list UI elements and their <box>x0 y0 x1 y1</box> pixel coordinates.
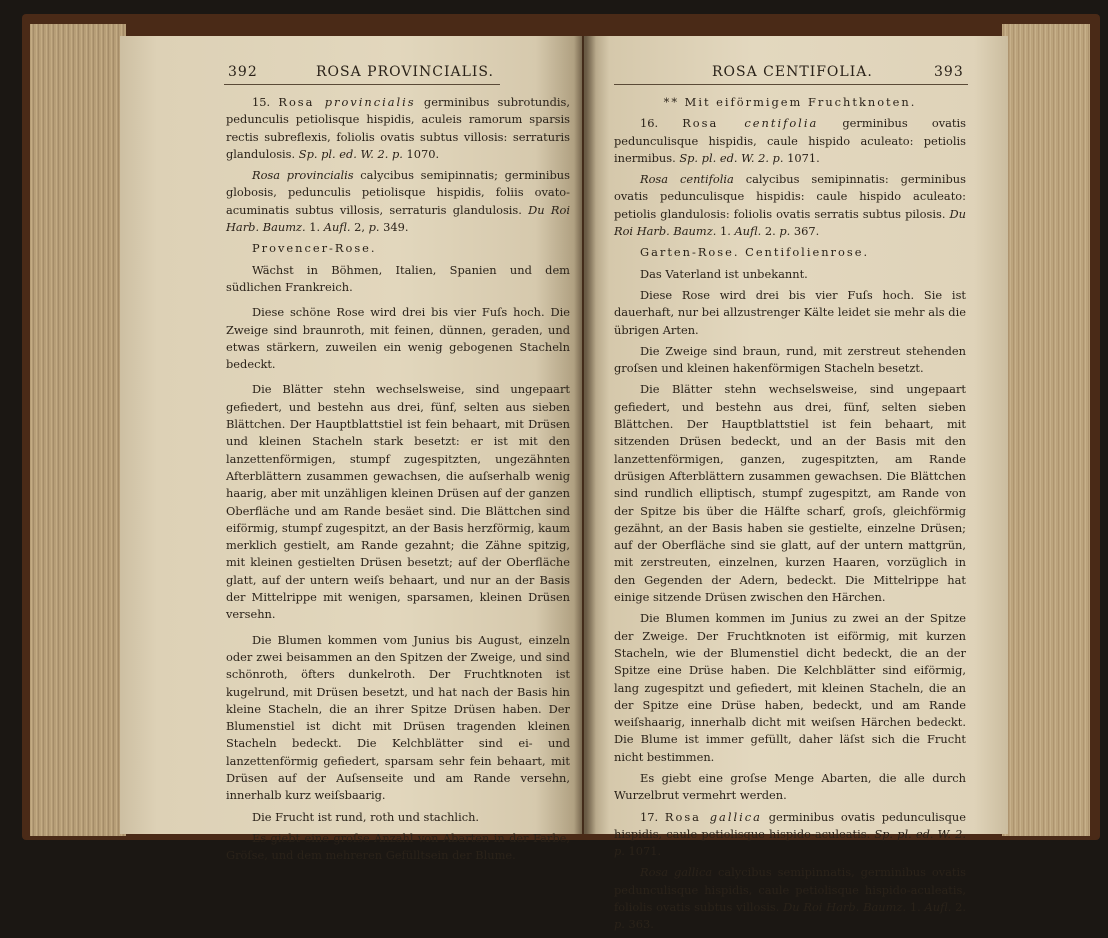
italic-run: Aufl. <box>924 900 952 915</box>
paragraph <box>226 304 570 373</box>
text-run: 1071. <box>624 844 662 859</box>
text-run: Rosa <box>664 809 710 824</box>
italic-run: Aufl. <box>323 220 351 235</box>
paragraph <box>614 343 966 378</box>
right-head-rule <box>614 84 968 85</box>
left-page-edges <box>30 24 126 836</box>
text-run: Die Frucht ist rund, roth und stachlich. <box>252 809 480 824</box>
text-run: Rosa <box>682 116 745 131</box>
right-page-number: 393 <box>934 64 964 80</box>
text-run: 16. <box>640 116 683 131</box>
paragraph <box>614 770 966 805</box>
paragraph <box>614 864 966 933</box>
left-page-number: 392 <box>228 64 258 80</box>
text-run: Die Blätter stehn wechselsweise, sind ungepaart gefiedert, und bestehn aus drei, fünf, selten aus sieben Blättchen. Der Hauptblattstiel ist fein behaart, mit Drüsen und kleinen Stacheln stark besetzt: er ist mit den lanzettenförmigen, stumpf zugespitzten, ungezähnten Afterblättern zusammen gewachsen, die auſserhalb wenig haarig, aber mit unzähligen kleinen Drüsen auf der ganzen Oberfläche und am Rande besäet sind. Die Blättchen sind eiförmig, stumpf zugespitzt, an der Basis herzförmig, kaum merklich gestielt, am Rande gezahnt; die Zähne spitzig, mit kleinen gestielten Drüsen besetzt; auf der Oberfläche glatt, auf der untern weiſs behaart, und nur an der Basis der Mittelrippe mit wenigen, sparsamen, kleinen Drüsen versehn. <box>226 382 570 622</box>
paragraph <box>614 610 966 766</box>
text-run: 1070. <box>402 146 440 161</box>
paragraph <box>226 632 570 805</box>
paragraph <box>614 287 966 339</box>
paragraph <box>226 830 570 865</box>
text-run: 2. <box>951 900 966 915</box>
text-run: Garten-Rose. Centifolienrose. <box>640 245 870 260</box>
text-run: Das Vaterland ist unbekannt. <box>640 266 808 281</box>
text-run: Diese Rose wird drei bis vier Fuſs hoch. Sie ist dauerhaft, nur bei allzustrenger Kälte leidet sie mehr als die übrigen Arten. <box>614 287 966 337</box>
text-run: 1. <box>716 224 735 239</box>
book-gutter <box>574 36 596 834</box>
text-run: Die Blumen kommen im Junius zu zwei an der Spitze der Zweige. Der Fruchtknoten ist eiförmig, mit kurzen Stacheln, wie der Blumenstiel dicht bedeckt, die an der Spitze eine Drüse haben. Die Kelchblätter sind eiförmig, lang zugespitzt und gefiedert, mit kleinen Stacheln, die an der Spitze eine Drüse haben, bedeckt, und am Rande weiſshaarig, innerhalb dicht mit weiſsen Härchen bedeckt. Die Blume ist immer gefüllt, daher läſst sich die Frucht nicht bestimmen. <box>614 611 966 764</box>
left-running-head: ROSA PROVINCIALIS. <box>316 64 494 80</box>
italic-run: centifolia <box>744 116 819 131</box>
italic-run: Rosa centifolia <box>640 172 734 187</box>
text-run: Rosa <box>278 95 325 109</box>
paragraph <box>226 94 570 163</box>
section-heading <box>614 94 966 111</box>
text-run: 2, <box>350 220 369 235</box>
text-run: Die Zweige sind braun, rund, mit zerstreut stehenden groſsen und kleinen hakenförmigen Stacheln besetzt. <box>614 343 966 376</box>
paragraph <box>226 262 570 297</box>
text-run: germinibus subrotundis, pedunculis petiolisque hispidis, aculeis ramorum sparsis rectis subreflexis, foliolis ovatis subtus villosis: serraturis glandulosis. <box>226 95 570 161</box>
right-page <box>584 36 1008 932</box>
text-run: 1. <box>906 900 925 915</box>
italic-run: p. <box>779 224 791 239</box>
italic-run: gallica <box>709 809 762 824</box>
right-page-edges <box>1002 24 1090 836</box>
text-run: 1071. <box>783 150 820 165</box>
text-run: Die Blätter stehn wechselsweise, sind ungepaart gefiedert, und bestehn aus drei, fünf, selten sieben Blättchen. Der Hauptblattstiel ist fein behaart, mit sitzenden Drüsen bedeckt, und an der Basis mit den lanzettenförmigen, ganzen, zugespitzten, am Rande drüsigen Afterblättern zusammen gewachsen. Die Blättchen sind rundlich elliptisch, stumpf zugespitzt, am Rande von der Spitze bis über die Hälfte scharf, groſs, gleichförmig gezähnt, an der Basis haben sie gestielte, einzelne Drüsen; auf der Oberfläche sind sie glatt, auf der untern mattgrün, mit zerstreuten, einzelnen, kurzen Haaren, vorzüglich in den Gegenden der Adern, bedeckt. Die Mittelrippe hat einige sitzende Drüsen zwischen den Härchen. <box>614 382 966 605</box>
common-name <box>614 244 966 261</box>
text-run: 1. <box>305 220 324 235</box>
text-run: calycibus semipinnatis; germinibus globosis, pedunculis petiolisque hispidis, foliis ovato-acuminatis subtus villosis, serraturis glandulosis. <box>226 168 570 217</box>
text-run: 367. <box>790 224 820 239</box>
paragraph <box>614 809 966 861</box>
text-run: 2. <box>761 224 780 239</box>
italic-run: Aufl. <box>734 224 762 239</box>
italic-run: Sp. pl. ed. W. 2. p. <box>298 146 403 161</box>
left-page <box>120 36 582 863</box>
text-run: Es giebt eine groſse Anzahl von Abarten in der Farbe, Gröſse, und dem mehreren Gefülltsein der Blume. <box>226 830 570 863</box>
text-run: 363. <box>624 917 654 932</box>
italic-run: p. <box>368 220 380 235</box>
italic-run: p. <box>614 917 625 932</box>
text-run: calycibus semipinnatis: germinibus ovatis pedunculisque hispidis: caule hispido aculeato: petiolis glandulosis: foliolis ovatis serratis subtus pilosis. <box>614 172 966 221</box>
italic-run: Du Roi Harb. Baumz. <box>226 202 570 235</box>
right-running-head: ROSA CENTIFOLIA. <box>712 64 873 80</box>
text-run: Provencer-Rose. <box>252 241 377 256</box>
right-body-text <box>614 94 966 938</box>
text-run: ** Mit eiförmigem Fruchtknoten. <box>663 95 917 109</box>
text-run: Wächst in Böhmen, Italien, Spanien und dem südlichen Frankreich. <box>226 262 570 294</box>
italic-run: Sp. pl. ed. W. 2. p. <box>679 150 784 165</box>
paragraph <box>226 167 570 236</box>
paragraph <box>614 171 966 240</box>
text-run: germinibus ovatis pedunculisque hispidis, caule hispido aculeato: petiolis inermibus. <box>614 116 966 165</box>
italic-run: Rosa provincialis <box>252 168 354 183</box>
left-body-text <box>226 94 570 868</box>
paragraph <box>226 381 570 623</box>
text-run: 15. <box>252 95 279 109</box>
paragraph <box>614 115 966 167</box>
text-run: Die Blumen kommen vom Junius bis August, einzeln oder zwei beisammen an den Spitzen der Zweige, und sind schönroth, öfters dunkelroth. Der Fruchtknoten ist kugelrund, mit Drüsen besetzt, und hat nach der Basis hin kleine Stacheln, die an ihrer Spitze Drüsen haben. Der Blumenstiel ist dicht mit Drüsen tragenden kleinen Stacheln bedeckt. Die Kelchblätter sind ei- und lanzettenförmig gefiedert, sparsam sehr fein behaart, mit Drüsen auf der Auſsenseite und am Rande versehn, innerhalb kurz weiſsbaarig. <box>226 632 570 803</box>
left-head-rule <box>224 84 500 85</box>
paragraph <box>614 381 966 606</box>
paragraph <box>614 266 966 283</box>
common-name <box>226 240 570 257</box>
italic-run: Du Roi Harb. Baumz. <box>614 206 966 239</box>
italic-run: Du Roi Harb. Baumz. <box>783 900 907 915</box>
italic-run: provincialis <box>324 95 416 109</box>
text-run: Diese schöne Rose wird drei bis vier Fuſs hoch. Die Zweige sind braunroth, mit feinen, dünnen, geraden, und etwas stärkern, zuweilen ein wenig gebogenen Stacheln bedeckt. <box>226 305 570 372</box>
text-run: Es giebt eine groſse Menge Abarten, die alle durch Wurzelbrut vermehrt werden. <box>614 770 966 803</box>
paragraph <box>226 809 570 826</box>
italic-run: Sp. pl. ed. W. 2. p. <box>614 826 966 859</box>
text-run: germinibus ovatis pedunculisque hispidis, caule petiolisque hispido-aculeatis. <box>614 809 966 841</box>
text-run: 17. <box>640 809 665 824</box>
italic-run: Rosa gallica <box>640 865 713 880</box>
text-run: calycibus semipinnatis, germinibus ovatis pedunculisque hispidis, caule petiolisque hispido-aculeatis, foliolis ovatis subtus villosis. <box>614 865 966 915</box>
text-run: 349. <box>379 220 409 235</box>
